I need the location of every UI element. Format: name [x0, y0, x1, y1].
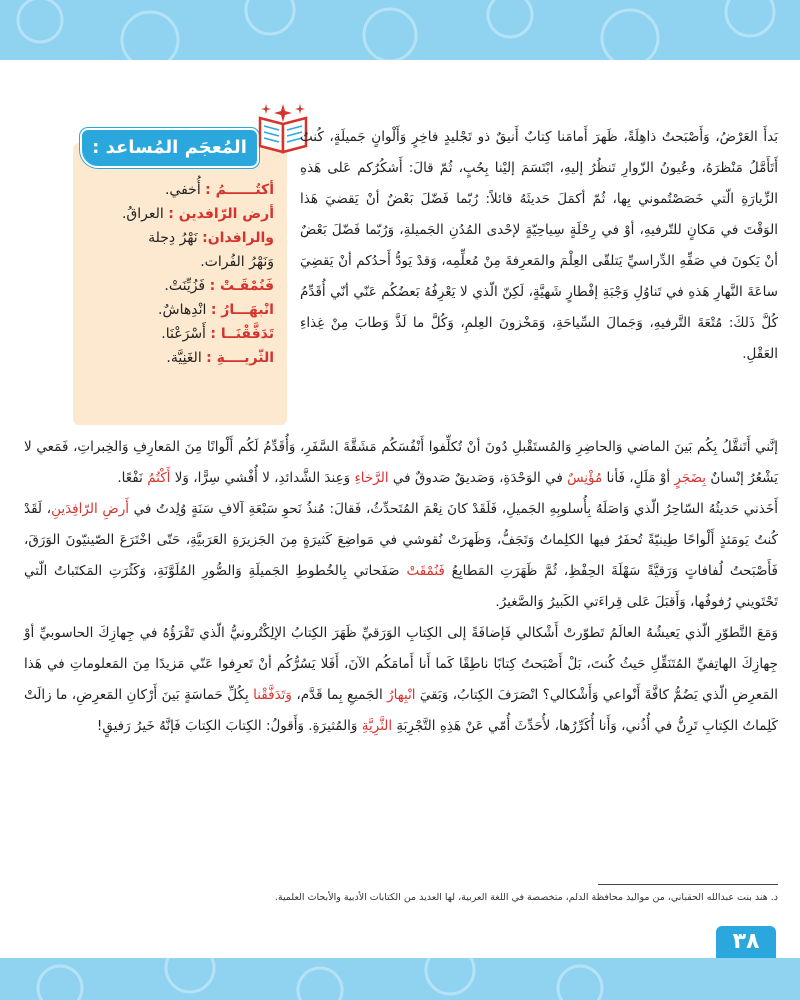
glossary-definition: وَنَهْرُ الفُرات.: [200, 254, 274, 270]
text-run: صَفَحاتي بِالخُطوطِ الجَميلَةِ وَالصُّورِ المُلَوَّنَةِ، وَكَثُرَتِ المَكتَباتُ الّتي تَحْتَويني رُفوفُها، وَأَقبَلَ عَلى قِراءَتي الكَبيرُ وَالصَّغيرُ.: [24, 563, 778, 610]
text-run: أوْ مَلَلٍ، فَأنا: [602, 470, 675, 486]
glossary-entry: [88, 202, 274, 226]
text-run: وَعِندَ الشَّدائدِ، لا أُفْشي سِرًّا، وَلا: [170, 470, 355, 486]
glossary-term: أرض الرّافدين :: [168, 206, 274, 222]
highlighted-word: مُؤْنِسٌ: [567, 470, 603, 486]
glossary-entry: [88, 322, 274, 346]
highlighted-word: أَرضِ الرّافِدَينِ: [51, 501, 129, 517]
paragraph: [300, 122, 778, 370]
glossary-entry: [88, 274, 274, 298]
glossary-definition: نَهْرُ دِجلة: [148, 230, 203, 246]
glossary-term: الثّريــــةِ :: [206, 350, 274, 366]
text-run: وَمَعَ التَّطوّرِ الّذي يَعيشُهُ العالَمُ تَطوّرتْ أَشْكالي فَإضافَةً إلى الكِتابِ الوَرَقيِّ ظَهَرَ الكِتابُ الإلِكْتُرونيُّ الّذي تَقْرَؤُهُ في جِهازِكَ الحاسوبيِّ أوْ جِهازِكَ الهاتِفيِّ المُتَنَقِّلِ حَيثُ كُنتَ، بَلْ أَصْبَحتُ كِتابًا ناطِقًا كَما أَنا أَمامَكُم الآنَ، أَفَلا يَسُرُّكُم أنْ تَعرِفوا عَنّي مَزيدًا مِنَ المَعلوماتِ في هَذا المَعرِضِ الّذي يَضُمُّ كافَّةَ أَنْواعي وَأَشْكالي؟ انْصَرَفَ الكِتابُ، وَبَقيَ: [24, 625, 778, 703]
paragraph: [24, 494, 778, 618]
glossary-term: أكتُــــــمُ :: [205, 182, 274, 198]
glossary-entry: [88, 250, 274, 274]
glossary-list: [88, 178, 274, 370]
glossary-definition: فَزُيِّنَتْ.: [164, 278, 210, 294]
text-run: إنَّني أَتَنقَّلُ بِكُم بَينَ الماضي وَالحاضِرِ وَالمُستَقْبلِ دُونَ أنْ تُكلِّفوا أَنْفُسَكُم مَشَقَّةَ السَّفَرِ، وَأُقَدِّمُ لَكُم أَلْوانًا مِنَ المَعارِفِ وَالخِبراتِ، فَمَعي لا يَشْعُرُ إنْسانٌ: [24, 439, 778, 486]
glossary-entry: [88, 178, 274, 202]
story-paragraphs: [24, 432, 778, 742]
footnote-divider: [598, 884, 778, 885]
highlighted-word: الرَّخاءِ: [354, 470, 389, 486]
text-run: أَخَذني حَديثُهُ السّاحِرُ الّذي وَاصَلَهُ بِأُسلوبِهِ الجَميلِ، فَلَقَدْ كانَ نِعْمَ المُتَحدِّثُ، فَقالَ: مُنذُ نَحوِ سَبْعَةِ آلافِ سَنَةٍ وُلِدتُ في: [128, 501, 778, 517]
glossary-term: فَنُمْقَـتْ :: [209, 278, 274, 294]
glossary-term: انْبهَـــارُ :: [210, 302, 274, 318]
highlighted-word: وَتَدَفَّقْنا: [253, 687, 292, 703]
text-run: بَدأَ العَرْضُ، وَأَصْبَحتُ ذاهِلَةً، ظَهرَ أَمامَنا كِتابٌ أَنيقٌ ذو تَجْليدٍ فاخِرٍ وَأَلْوانٍ جَميلَةٍ، كُنتُ أَتَأَمَّلُ مَنْظرَهُ، وعُيونُ الزّوارِ تَنظُرُ إليهِ، ابْتَسَمَ إليْنا بِحُبٍ، ثُمّ قالَ: أَشكُرُكم عَلى هَذهِ الزِّيارَةِ الّتي خَصَصْتُموني بِها، ثُمّ أكمَلَ حَديثَهُ قائلاً: رُبّما فَضّلَ بَعْضٌ أنْ يَقضيَ هَذا الوَقْتَ في مَكانٍ للتّرفيهِ، أوْ في رِحْلَةٍ سِياحِيّةٍ لإحْدى المُدُنِ الجَميلةِ، وَرُبّما فَضّلَ بَعْضٌ أنْ يَكونَ في صَفِّهِ الدِّراسيِّ يَتلقّى العِلْمَ والمَعرِفةَ مِنْ مُعلِّمِه، وَقدْ يَودُّ أَحدُكم أنْ يَقضِيَ ساعَةَ النَّهارِ هَذهِ في تَناوُلِ وَجْبَةِ إفْطارٍ شَهيَّةٍ، لَكِنّ الّذي لا يَعْرِفُهُ بَعضُكُم عَنّي أنّي أُقَدِّمُ كُلَّ ذَلكَ: مُتْعَةَ التَّرفيهِ، وَجَمالَ السِّياحَةِ، وَمَخْزونَ العِلمِ، وَكُلَّ ما لَذَّ وَطابَ مِنْ غِذاءِ العَقْلِ.: [300, 129, 778, 362]
ornament-pattern: [0, 958, 800, 1000]
paragraph: [24, 618, 778, 742]
glossary-term: والرافدان:: [202, 230, 274, 246]
highlighted-word: بِضَجَرٍ: [674, 470, 707, 486]
text-run: وَالمُثيرَةِ. وَأَقولُ: الكِتابَ الكِتابَ فَإنَّهُ خَيرُ رَفيقٍ!: [96, 718, 362, 734]
ornament-pattern: [0, 0, 800, 60]
glossary-definition: أَسْرَعْنَا.: [161, 326, 211, 342]
glossary-entry: [88, 298, 274, 322]
text-run: الجَميعِ بِما قَدَّم،: [291, 687, 388, 703]
glossary-definition: العراقُ.: [121, 206, 169, 222]
highlighted-word: انْبِهارُ: [387, 687, 416, 703]
story-paragraph-intro: [300, 122, 778, 370]
glossary-entry: [88, 346, 274, 370]
glossary-definition: الغَنِيَّة.: [166, 350, 207, 366]
highlighted-word: أَكْتُمُ: [147, 470, 171, 486]
footnote: د. هند بنت عبدالله الحقباني، من مواليد محافظة الدلم، متخصصة في اللغة العربية، لها العديد من الكتابات الأدبية والأبحاث العلمية.: [274, 892, 778, 903]
text-run: في الوَحْدَةِ، وَصَديقٌ صَدوقٌ في: [388, 470, 568, 486]
glossary-title: المُعجَم المُساعد :: [80, 128, 259, 168]
highlighted-word: فَنُمْقَتْ: [406, 563, 445, 579]
page-number: ٣٨: [716, 926, 776, 958]
top-decorative-band: [0, 0, 800, 60]
text-run: نَفْعًا.: [117, 470, 148, 486]
glossary-definition: انْدِهاشٌ.: [158, 302, 211, 318]
bottom-decorative-band: [0, 958, 800, 1000]
paragraph: [24, 432, 778, 494]
glossary-term: تَدَفَّقْنَــا :: [210, 326, 274, 342]
glossary-entry: [88, 226, 274, 250]
glossary-definition: أُخفي.: [164, 182, 206, 198]
text-run: ، لَقَدْ كُنتُ يَومَئذٍ أَلْواحًا طِينيّةً تُحفَرُ فيها الكلِماتُ وَتَجَفُّ، وَظَهرَتْ نُقوشي في مَواضِعَ كَثيرَةٍ مِنَ الجَزيرَةِ العَرَبيَّةِ، حَتّى اخْتَرَعَ الصّينيّونَ الوَرَقَ، فَأَصْبَحتُ لُفافاتٍ وَرَقيَّةً سَهْلَةَ الحِفْظِ، ثُمَّ ظَهَرَتِ المَطابِعُ: [24, 501, 778, 579]
text-run: بِكُلِّ حَماسَةٍ بَينَ أَرْكانِ المَعرِضِ، ما زالَتْ كَلِماتُ الكِتابِ تَرِنُّ في أُذُني، وَأَنا أُكَرِّرُها، لأُحَدِّثَ أُمّي عَنْ هَذِهِ التَّجْرِبَةِ: [24, 687, 778, 734]
highlighted-word: الثَّرِيَّةِ: [361, 718, 393, 734]
